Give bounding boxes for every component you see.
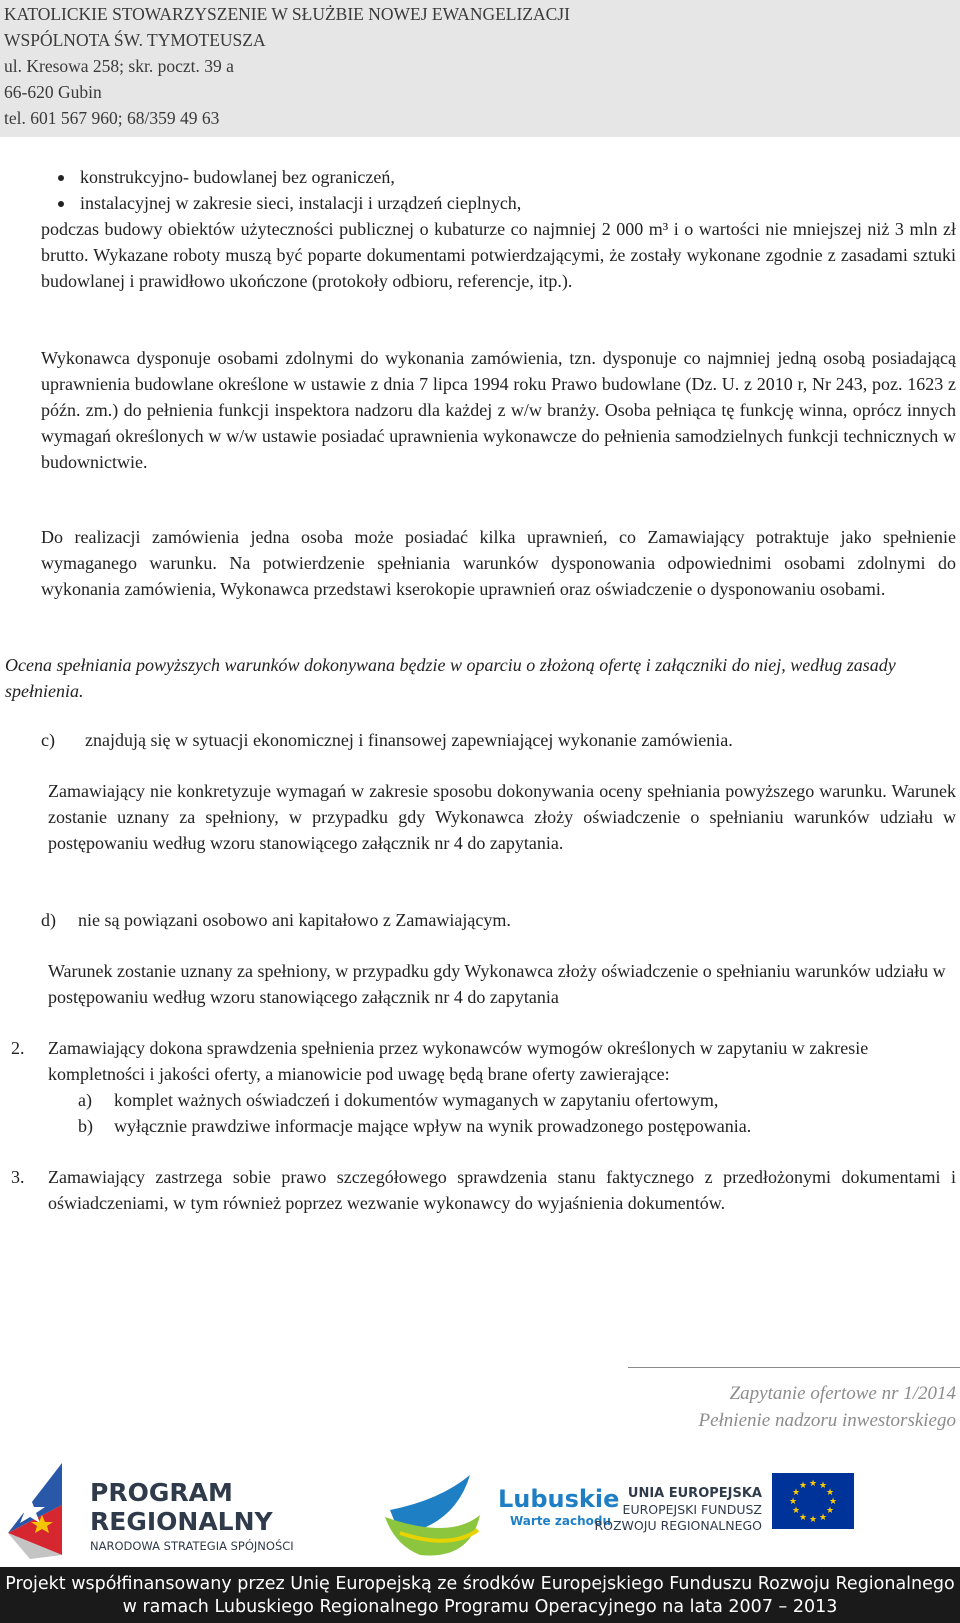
lubuskie-name: Lubuskie (498, 1485, 620, 1513)
bullet-item: instalacyjnej w zakresie sieci, instalacji i urządzeń cieplnych, (80, 193, 522, 213)
svg-text:★: ★ (808, 1479, 818, 1489)
footer-inquiry-number: Zapytanie ofertowe nr 1/2014 (729, 1383, 956, 1404)
paragraph-works-requirements: podczas budowy obiektów użyteczności publicznej o kubaturze co najmniej 2 000 m³ i o wartości nie mniejszej niż 3 mln zł brutto. Wykazane roboty muszą być poparte dokumentami potwierdzającymi, że zostały wykonane zgodnie z zasadami sztuki budowlanej i prawidłowo ukończone (protokoły odbioru, referencje, itp.). (41, 219, 956, 291)
funding-logos (0, 1455, 960, 1565)
letterhead-city: 66-620 Gubin (4, 82, 102, 102)
item-2b-text: wyłącznie prawdziwe informacje mające wpływ na wynik prowadzonego postępowania. (114, 1116, 752, 1136)
footer-subject: Pełnienie nadzoru inwestorskiego (698, 1410, 956, 1431)
svg-text:★: ★ (818, 1513, 828, 1523)
letterhead-org-name: KATOLICKIE STOWARZYSZENIE W SŁUŻBIE NOWEJ EWANGELIZACJI (4, 4, 570, 24)
letterhead-community: WSPÓLNOTA ŚW. TYMOTEUSZA (4, 30, 266, 50)
program-regionalny-emblem-icon (8, 1463, 62, 1559)
bullet-item: konstrukcyjno- budowlanej bez ograniczeń, (80, 167, 395, 187)
item-3-text: Zamawiający zastrzega sobie prawo szczegółowego sprawdzenia stanu faktycznego z przedłożonymi dokumentami i oświadczeniami, w tym również poprzez wezwanie wykonawcy do wyjaśnienia dokumentów. (48, 1167, 956, 1213)
paragraph-item-c: Zamawiający nie konkretyzuje wymagań w zakresie sposobu dokonywania oceny spełniania powyższego warunku. Warunek zostanie uznany za spełniony, w przypadku gdy Wykonawca złoży oświadczenie o spełnianiu warunków udziału w postępowaniu według wzoru stanowiącego załącznik nr 4 do zapytania. (48, 781, 956, 853)
svg-text:★: ★ (818, 1481, 828, 1491)
item-2b-marker: b) (78, 1116, 93, 1136)
banner-line2: w ramach Lubuskiego Regionalnego Programu Operacyjnego na lata 2007 – 2013 (122, 1597, 838, 1617)
italic-assessment-note: Ocena spełniania powyższych warunków dokonywana będzie w oparciu o złożoną ofertę i załączniki do niej, według zasady spełnienia. (5, 655, 896, 701)
eu-flag-icon (772, 1473, 854, 1529)
letterhead (0, 0, 960, 137)
bullet-dot (58, 201, 64, 207)
item-c-marker: c) (41, 730, 55, 750)
item-2-text: Zamawiający dokona sprawdzenia spełnienia przez wykonawców wymogów określonych w zapytaniu w zakresie kompletności i jakości oferty, a mianowicie pod uwagę będą brane oferty zawierające: (48, 1038, 869, 1084)
item-d-marker: d) (41, 910, 56, 930)
bullet-dot (58, 175, 64, 181)
item-d-text: nie są powiązani osobowo ani kapitałowo z Zamawiającym. (78, 910, 511, 930)
item-2-marker: 2. (11, 1038, 25, 1058)
paragraph-item-d: Warunek zostanie uznany za spełniony, w przypadku gdy Wykonawca złoży oświadczenie o spełnianiu warunków udziału w postępowaniu według wzoru stanowiącego załącznik nr 4 do zapytania (48, 961, 946, 1007)
svg-text:★: ★ (825, 1506, 835, 1516)
letterhead-phone: tel. 601 567 960; 68/359 49 63 (4, 108, 220, 128)
logo-strip (0, 1455, 960, 1565)
program-line1: PROGRAM (90, 1478, 233, 1507)
item-c-text: znajdują się w sytuacji ekonomicznej i finansowej zapewniającej wykonanie zamówienia. (85, 730, 733, 750)
eu-line3: ROZWOJU REGIONALNEGO (594, 1518, 762, 1533)
paragraph-personnel: Wykonawca dysponuje osobami zdolnymi do wykonania zamówienia, tzn. dysponuje co najmniej jedną osobą posiadającą uprawnienia budowlane określone w ustawie z dnia 7 lipca 1994 roku Prawo budowlane (Dz. U. z 2010 r, Nr 243, poz. 1623 z późn. zm.) do pełnienia funkcji inspektora nadzoru dla każdej z w/w branży. Osoba pełniąca tę funkcję winna, oprócz innych wymagań określonych w w/w ustawie posiadać uprawnienia wykonawcze do pełnienia samodzielnych funkcji technicznych w budownictwie. (41, 348, 956, 472)
eu-line2: EUROPEJSKI FUNDUSZ (622, 1502, 762, 1517)
program-sub: NARODOWA STRATEGIA SPÓJNOŚCI (90, 1539, 294, 1553)
footer-divider (628, 1367, 960, 1368)
svg-text:★: ★ (808, 1515, 818, 1525)
svg-text:★: ★ (788, 1497, 798, 1507)
svg-text:★: ★ (798, 1513, 808, 1523)
eu-line1: UNIA EUROPEJSKA (627, 1486, 762, 1501)
item-2a-text: komplet ważnych oświadczeń i dokumentów wymaganych w zapytaniu ofertowym, (114, 1090, 719, 1110)
letterhead-street: ul. Kresowa 258; skr. poczt. 39 a (4, 56, 234, 76)
paragraph-qualifications: Do realizacji zamówienia jedna osoba może posiadać kilka uprawnień, co Zamawiający potraktuje jako spełnienie wymaganego warunku. Na potwierdzenie spełniania warunków dysponowania odpowiednimi osobami zdolnymi do wykonania zamówienia, Wykonawca przedstawi kserokopie uprawnień oraz oświadczenie o dysponowaniu osobami. (41, 527, 956, 599)
program-line2: REGIONALNY (90, 1507, 273, 1536)
svg-text:★: ★ (791, 1506, 801, 1516)
item-2a-marker: a) (78, 1090, 92, 1110)
banner-line1: Projekt współfinansowany przez Unię Europejską ze środków Europejskiego Funduszu Rozwoju Regionalnego (5, 1574, 955, 1594)
svg-text:★: ★ (828, 1497, 838, 1507)
svg-text:★: ★ (791, 1488, 801, 1498)
svg-text:★: ★ (825, 1488, 835, 1498)
lubuskie-emblem-icon (385, 1475, 480, 1556)
cofinancing-banner (0, 1567, 960, 1623)
lubuskie-tagline: Warte zachodu (510, 1514, 611, 1528)
svg-text:★: ★ (798, 1481, 808, 1491)
item-3-marker: 3. (11, 1167, 25, 1187)
